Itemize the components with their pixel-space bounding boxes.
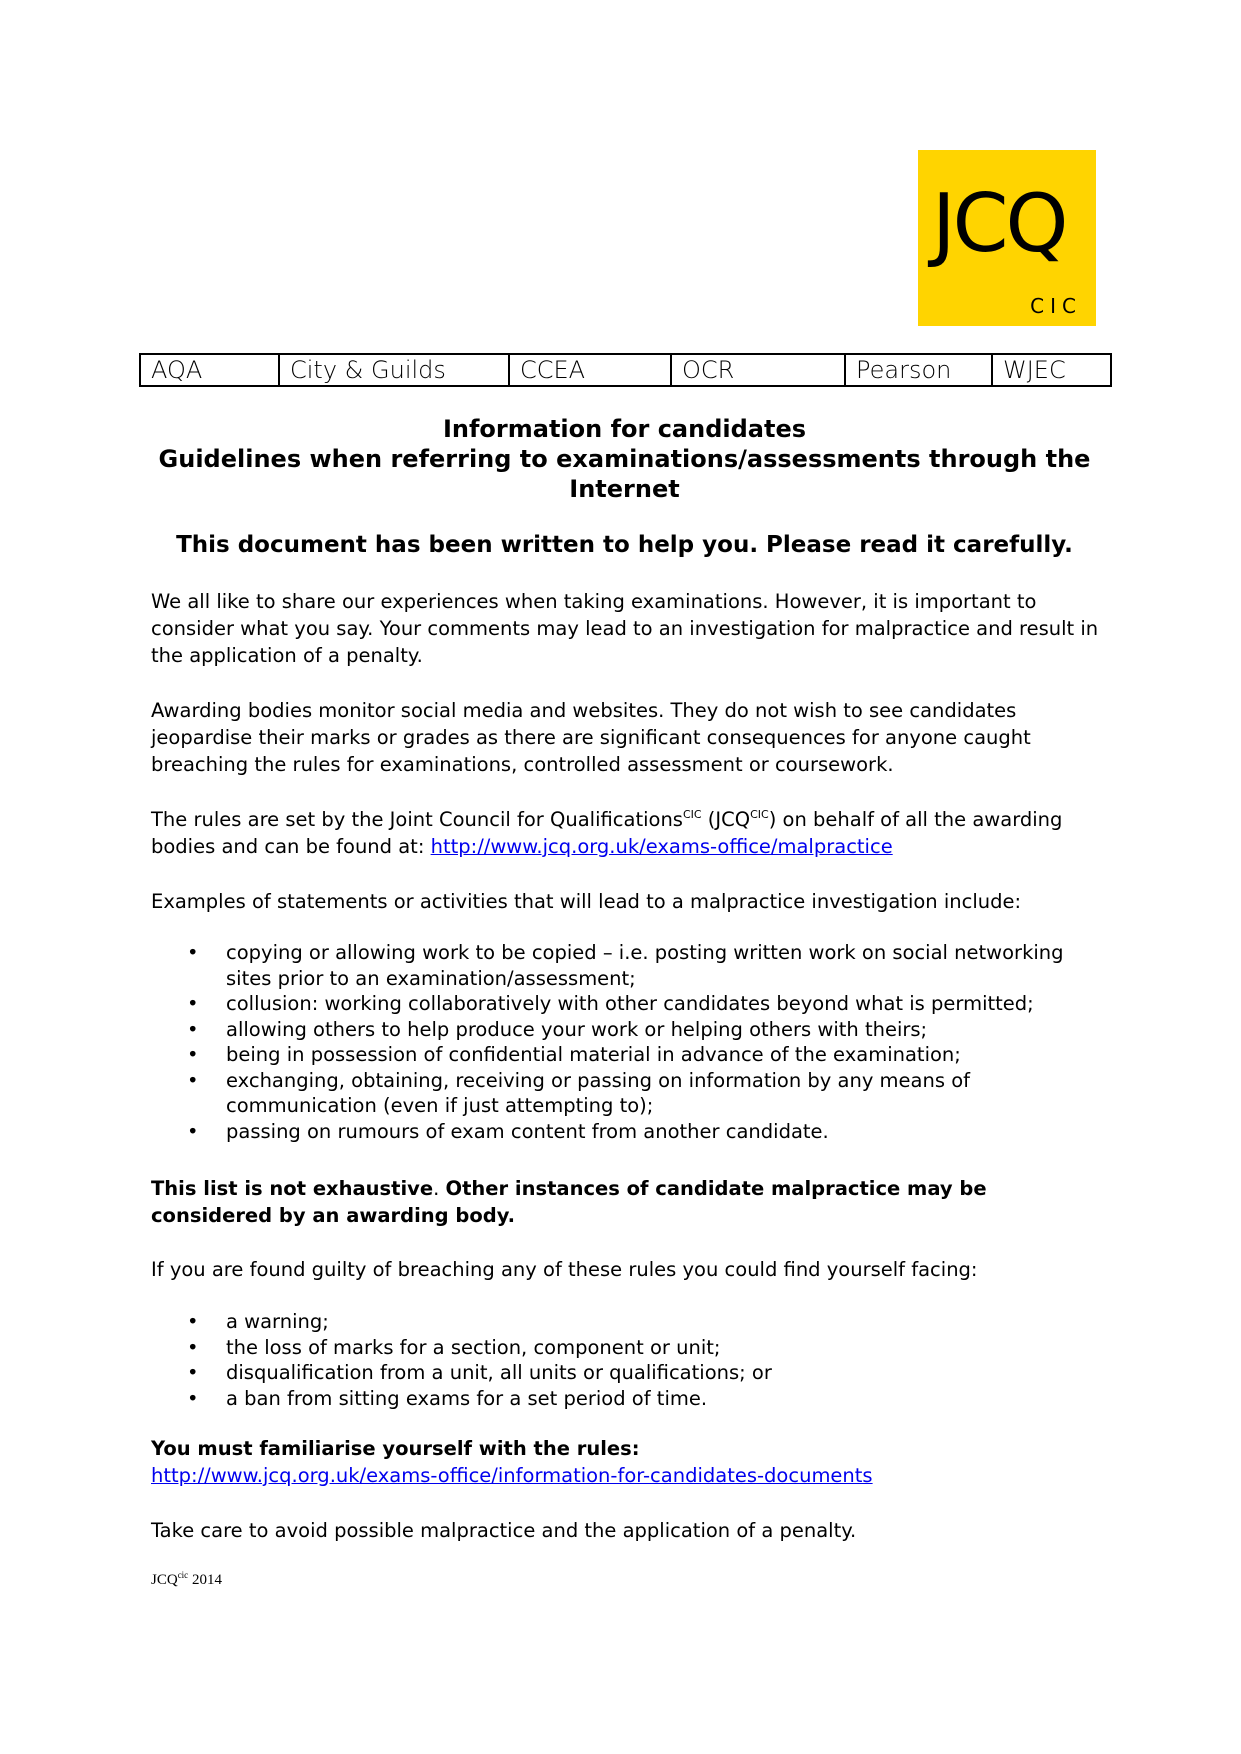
paragraph-familiarise <box>151 1435 1101 1489</box>
intro-statement: This document has been written to help you. Please read it carefully. <box>176 532 1073 558</box>
list-item: • the loss of marks for a section, component or unit; <box>151 1335 1081 1361</box>
list-item: • copying or allowing work to be copied – i.e. posting written work on social networking sites prior to an examination/assessment; <box>151 940 1081 991</box>
awarding-body-cell: WJEC <box>992 354 1111 386</box>
rules-text-a: The rules are set by the Joint Council for Qualifications <box>151 808 683 831</box>
footer-copyright <box>151 1572 222 1589</box>
examples-list <box>151 940 1081 1144</box>
candidates-documents-link[interactable]: http://www.jcq.org.uk/exams-office/information-for-candidates-documents <box>151 1464 873 1487</box>
title-line-1: Information for candidates <box>442 415 807 443</box>
familiarise-heading: You must familiarise yourself with the rules: <box>151 1437 640 1460</box>
list-item: • exchanging, obtaining, receiving or passing on information by any means of communication (even if just attempting to); <box>151 1068 1081 1119</box>
footer-name: JCQ <box>151 1572 178 1588</box>
paragraph-rules <box>151 806 1101 860</box>
awarding-body-cell: AQA <box>140 354 279 386</box>
list-item: • disqualification from a unit, all units or qualifications; or <box>151 1360 1081 1386</box>
list-item: • passing on rumours of exam content from another candidate. <box>151 1119 1081 1145</box>
list-item: • collusion: working collaboratively with other candidates beyond what is permitted; <box>151 991 1081 1017</box>
list-item: • a ban from sitting exams for a set period of time. <box>151 1386 1081 1412</box>
list-item: • a warning; <box>151 1309 1081 1335</box>
penalties-list <box>151 1309 1081 1411</box>
paragraph-sharing: We all like to share our experiences when taking examinations. However, it is important to consider what you say. Your comments may lead to an investigation for malpractice and result in the application of a penalty. <box>151 590 1099 667</box>
table-row <box>140 354 1111 386</box>
not-exhaustive-bold: This list is not exhaustive <box>151 1177 434 1200</box>
footer-year: 2014 <box>188 1572 222 1588</box>
logo-sub-text: CIC <box>1030 294 1082 318</box>
title-line-3: Internet <box>569 475 680 503</box>
logo-main-text: JCQ <box>932 177 1066 270</box>
document-title <box>139 414 1110 504</box>
title-line-2: Guidelines when referring to examinations/assessments through the <box>158 445 1091 473</box>
list-item: • allowing others to help produce your work or helping others with theirs; <box>151 1017 1081 1043</box>
awarding-bodies-table <box>139 353 1112 387</box>
cic-superscript: CIC <box>682 808 702 821</box>
list-item: • being in possession of confidential material in advance of the examination; <box>151 1042 1081 1068</box>
malpractice-link[interactable]: http://www.jcq.org.uk/exams-office/malpractice <box>430 835 893 858</box>
footer-superscript: cic <box>177 1570 189 1580</box>
paragraph-monitoring: Awarding bodies monitor social media and websites. They do not wish to see candidates jeopardise their marks or grades as there are significant consequences for anyone caught breaching the rules for examinations, controlled assessment or coursework. <box>151 699 1031 776</box>
awarding-body-cell: City & Guilds <box>279 354 509 386</box>
paragraph-closing: Take care to avoid possible malpractice and the application of a penalty. <box>151 1519 857 1542</box>
paragraph-not-exhaustive <box>151 1175 1101 1229</box>
awarding-body-cell: OCR <box>671 354 845 386</box>
awarding-body-cell: Pearson <box>845 354 992 386</box>
jcq-logo <box>918 150 1096 326</box>
other-instances-bold: Other instances of candidate malpractice may be considered by an awarding body. <box>151 1177 987 1227</box>
cic-superscript: CIC <box>750 808 769 821</box>
paragraph-examples-intro: Examples of statements or activities that will lead to a malpractice investigation include: <box>151 890 1022 913</box>
awarding-body-cell: CCEA <box>509 354 671 386</box>
not-exhaustive-separator: . <box>433 1177 446 1200</box>
rules-text-c: ) on behalf of all the awarding bodies and can be found at: <box>151 808 1063 858</box>
rules-text-b: (JCQ <box>701 808 751 831</box>
paragraph-guilty-intro: If you are found guilty of breaching any of these rules you could find yourself facing: <box>151 1258 978 1281</box>
